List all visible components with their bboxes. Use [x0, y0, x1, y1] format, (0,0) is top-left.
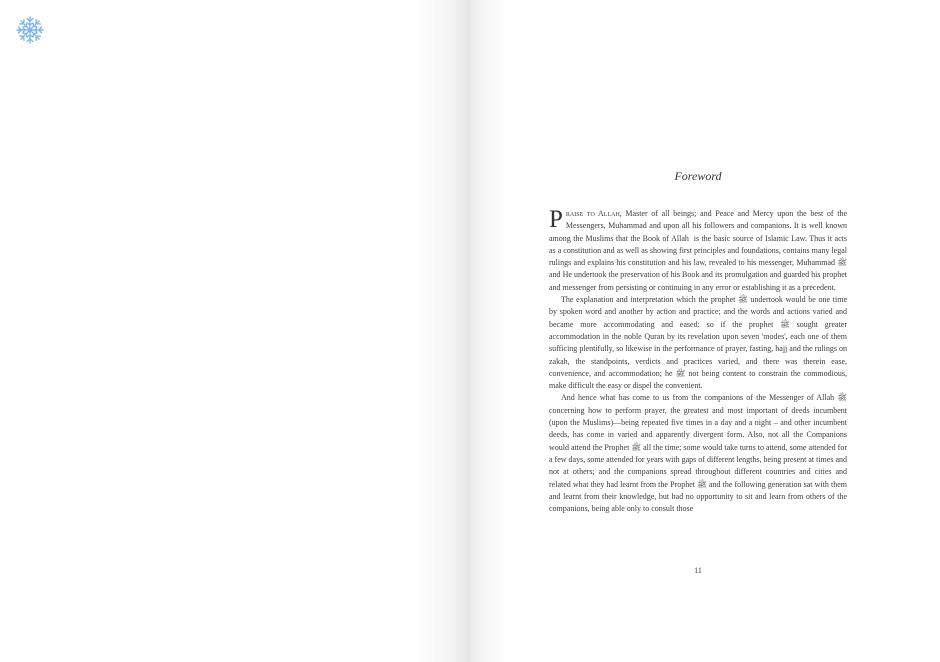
drop-cap: P — [549, 206, 563, 233]
snowflake-ornament-icon[interactable] — [14, 14, 46, 46]
opening-paragraph — [549, 208, 847, 294]
paragraph: The explanation and interpretation which the prophet ﷺ undertook would be one time by spoken word and another by action and practice; and the words and actions varied and became more accommodating and eased: so if the prophet ﷺ sought greater accommodation in the noble Quran by its revelation upon seven 'modes', each one of them sufficing plentifully, so likewise in the performance of prayer, fasting, hajj and the rulings on zakah, the standpoints, verdicts and practices varied, and there was therein ease, convenience, and accommodation; he ﷺ not being content to constrain the commodious, make difficult the easy or dispel the convenient. — [549, 295, 847, 391]
page-title: Foreword — [674, 169, 722, 183]
page-number: 11 — [694, 566, 702, 575]
paragraph: And hence what has come to us from the companions of the Messenger of Allah ﷺ concerning how to perform prayer, the greatest and most important of deeds incumbent (upon the Muslims)—being repeated five times in a day and a night – and other incumbent deeds, has come in varied and apparently divergent form. Also, not all the Companions would attend the Prophet ﷺ all the time; some would take turns to attend, some attended for a few days, some attended for years with gaps of different lengths, being present at times and not at others; and the companions spread throughout different countries and cities and related what they had learnt from the Prophet ﷺ and the following generation sat with them and learnt from their knowledge, but had no opportunity to sit and learn from others of the companions, being able only to consult those — [549, 393, 847, 514]
body-text — [549, 208, 847, 515]
opening-smallcaps: raise to Allah, — [565, 209, 622, 218]
opening-text: Master of all beings; and Peace and Mercy upon the best of the Messengers, Muhammad and upon all his followers and companions. It is well known among the Muslims that the Book of Allah ‎ is the basic source of Islamic Law. Thus it acts as a constitution and as well as showing first principles and foundations, contains many legal rulings and explains his constitution and his law, revealed to his messenger, Muhammad ﷺ and He undertook the preservation of his Book and its promulgation and guarded his prophet and messenger from persisting or continuing in any error or establishing it as a precedent. — [549, 209, 848, 292]
